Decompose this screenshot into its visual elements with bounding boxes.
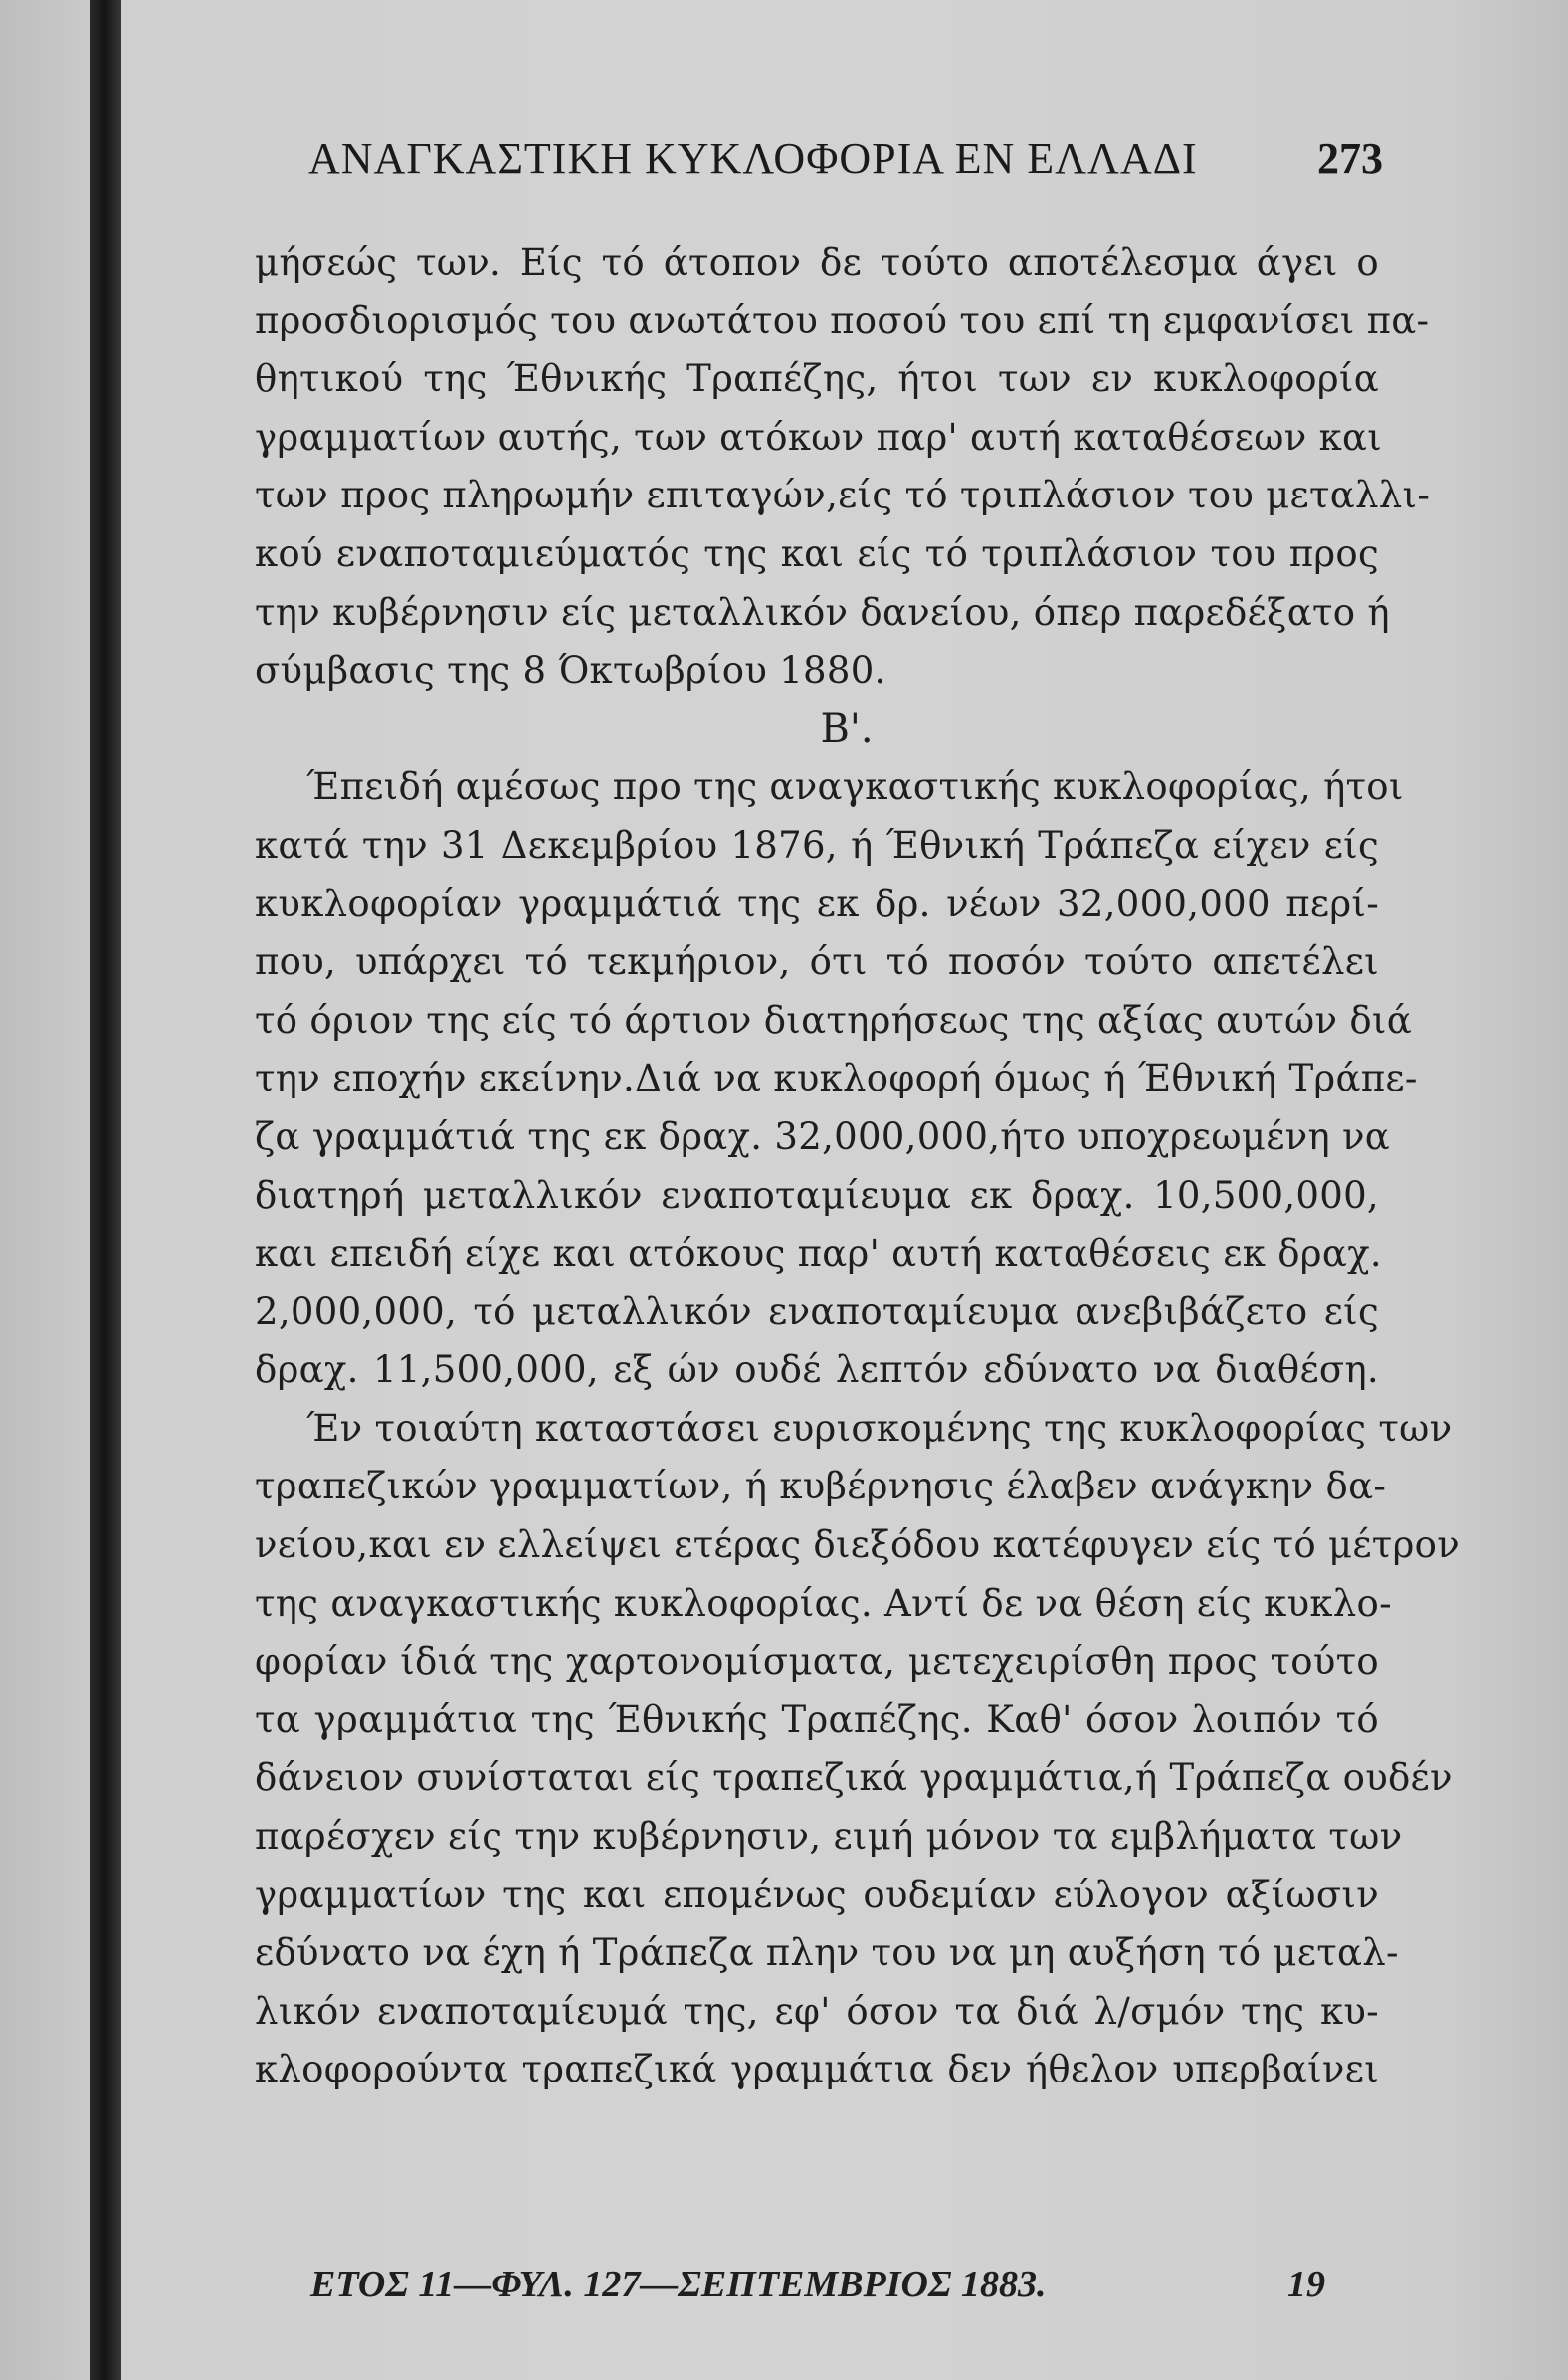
text-line: προσδιορισμός του ανωτάτου ποσού του επί τη εμφανίσει πα- bbox=[255, 298, 1430, 342]
text-line: γραμματίων αυτής, των ατόκων παρ' αυτή καταθέσεων και bbox=[255, 415, 1383, 459]
page-footer bbox=[310, 2255, 1325, 2314]
text-line: κατά την 31 Δεκεμβρίου 1876, ή Έθνική Τράπεζα είχεν είς bbox=[255, 823, 1379, 867]
text-line: ζα γραμμάτιά της εκ δραχ. 32,000,000,ήτο υποχρεωμένη να bbox=[255, 1114, 1391, 1158]
text-line: τραπεζικών γραμματίων, ή κυβέρνησις έλαβεν ανάγκην δα- bbox=[255, 1465, 1387, 1508]
text-line: δάνειον συνίσταται είς τραπεζικά γραμμάτια,ή Τράπεζα ουδέν bbox=[255, 1756, 1453, 1800]
text-line: εδύνατο να έχη ή Τράπεζα πλην του να μη αυξήση τό μεταλ- bbox=[255, 1931, 1399, 1975]
text-line: νείου,και εν ελλείψει ετέρας διεξόδου κατέφυγεν είς τό μέτρον bbox=[255, 1523, 1460, 1567]
text-line: των προς πληρωμήν επιταγών,είς τό τριπλάσιον του μεταλλι- bbox=[255, 474, 1431, 517]
text-line: την εποχήν εκείνην.Διά να κυκλοφορή όμως ή Έθνική Τράπε- bbox=[255, 1057, 1418, 1100]
section-heading: Β'. bbox=[820, 705, 874, 752]
text-line: λικόν εναποταμίευμά της, εφ' όσον τα διά λ/σμόν της κυ- bbox=[255, 1989, 1379, 2033]
text-line: σύμβασις της 8 Όκτωβρίου 1880. bbox=[255, 649, 886, 693]
text-line: διατηρή μεταλλικόν εναποταμίευμα εκ δραχ. 10,500,000, bbox=[255, 1173, 1379, 1217]
text-line: 2,000,000, τό μεταλλικόν εναποταμίευμα ανεβιβάζετο είς bbox=[255, 1289, 1379, 1333]
paragraph-1 bbox=[255, 234, 1431, 700]
text-line: παρέσχεν είς την κυβέρνησιν, ειμή μόνον τα εμβλήματα των bbox=[255, 1815, 1403, 1859]
text-line: που, υπάρχει τό τεκμήριον, ότι τό ποσόν τούτο απετέλει bbox=[255, 940, 1379, 984]
text-line: φορίαν ίδιά της χαρτονομίσματα, μετεχειρίσθη προς τούτο bbox=[255, 1640, 1379, 1684]
footer-signature: ΕΤΟΣ 11—ΦΥΛ. 127—ΣΕΠΤΕΜΒΡΙΟΣ 1883. bbox=[310, 2264, 1047, 2305]
running-title: ΑΝΑΓΚΑΣΤΙΚΗ ΚΥΚΛΟΦΟΡΙΑ ΕΝ ΕΛΛΑΔΙ bbox=[308, 134, 1198, 183]
page-number: 273 bbox=[1317, 134, 1383, 183]
text-line: Έν τοιαύτη καταστάσει ευρισκομένης της κυκλοφορίας των bbox=[306, 1406, 1453, 1450]
text-line: κλοφορούντα τραπεζικά γραμμάτια δεν ήθελον υπερβαίνει bbox=[255, 2048, 1379, 2091]
text-line: της αναγκαστικής κυκλοφορίας. Αντί δε να θέση είς κυκλο- bbox=[255, 1581, 1392, 1625]
text-line: κυκλοφορίαν γραμμάτιά της εκ δρ. νέων 32,000,000 περί- bbox=[255, 882, 1379, 925]
paragraph-2 bbox=[255, 758, 1418, 1400]
text-line: τό όριον της είς τό άρτιον διατηρήσεως της αξίας αυτών διά bbox=[255, 998, 1413, 1042]
text-line: τα γραμμάτια της Έθνικής Τραπέζης. Καθ' όσον λοιπόν τό bbox=[255, 1697, 1379, 1741]
text-line: δραχ. 11,500,000, εξ ών ουδέ λεπτόν εδύνατο να διαθέση. bbox=[255, 1348, 1379, 1392]
sheet-number: 19 bbox=[1287, 2264, 1325, 2305]
paragraph-3 bbox=[255, 1400, 1460, 2099]
text-line: και επειδή είχε και ατόκους παρ' αυτή καταθέσεις εκ δραχ. bbox=[255, 1232, 1382, 1276]
page-header bbox=[298, 129, 1383, 189]
body-text bbox=[255, 234, 1460, 2099]
text-line: την κυβέρνησιν είς μεταλλικόν δανείου, όπερ παρεδέξατο ή bbox=[255, 590, 1390, 634]
text-line: γραμματίων της και επομένως ουδεμίαν εύλογον αξίωσιν bbox=[255, 1873, 1379, 1916]
text-line: μήσεώς των. Είς τό άτοπον δε τούτο αποτέλεσμα άγει ο bbox=[255, 241, 1379, 284]
book-binding-edge bbox=[90, 0, 121, 2380]
text-line: Έπειδή αμέσως προ της αναγκαστικής κυκλοφορίας, ήτοι bbox=[306, 765, 1404, 809]
text-line: θητικού της Έθνικής Τραπέζης, ήτοι των εν κυκλοφορία bbox=[255, 357, 1379, 401]
text-line: κού εναποταμιεύματός της και είς τό τριπλάσιον του προς bbox=[255, 531, 1379, 575]
